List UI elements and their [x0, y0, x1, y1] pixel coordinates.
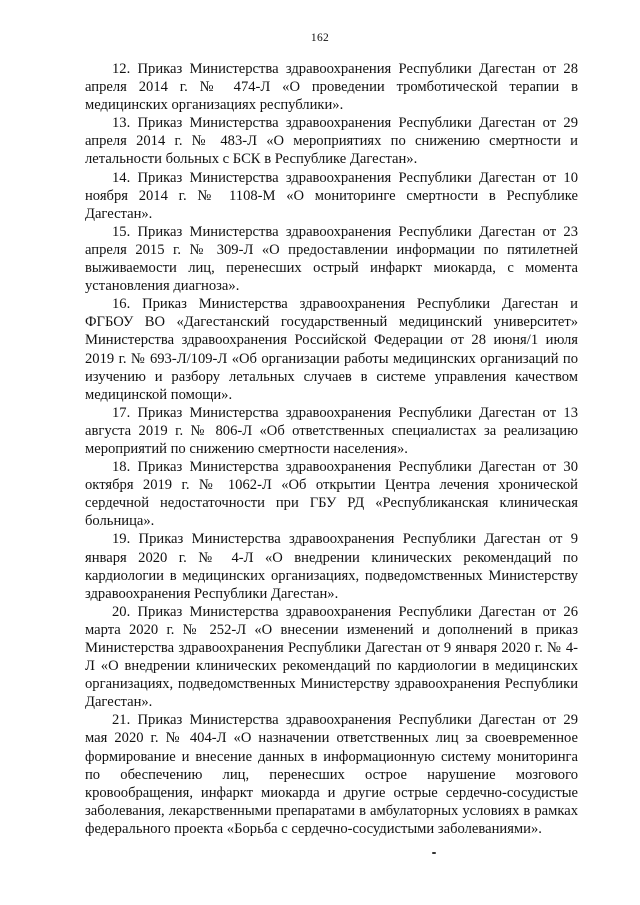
scan-speck	[432, 852, 436, 854]
list-item-12: 12. Приказ Министерства здравоохранения Республики Дагестан от 28 апреля 2014 г. № 474-Л «О проведении тромботической терапии в медицинских организациях республики».	[85, 61, 578, 114]
list-item-18: 18. Приказ Министерства здравоохранения Республики Дагестан от 30 октября 2019 г. № 1062-Л «Об открытии Центра лечения хронической сердечной недостаточности при ГБУ РД «Республиканская клиническая больница».	[85, 459, 578, 530]
list-item-14: 14. Приказ Министерства здравоохранения Республики Дагестан от 10 ноября 2014 г. № 1108-М «О мониторинге смертности в Республике Дагестан».	[85, 169, 578, 222]
list-item-21: 21. Приказ Министерства здравоохранения Республики Дагестан от 29 мая 2020 г. № 404-Л «О назначении ответственных лиц за своевременное формирование и внесение данных в информационную систему мониторинга по обеспечению лиц, перенесших острое нарушение мозгового кровообращения, инфаркт миокарда и другие острые сердечно-сосудистые заболевания, лекарственными препаратами в амбулаторных условиях в рамках федерального проекта «Борьба с сердечно-сосудистыми заболеваниями».	[85, 712, 578, 837]
page-number: 162	[310, 32, 330, 44]
list-item-13: 13. Приказ Министерства здравоохранения Республики Дагестан от 29 апреля 2014 г. № 483-Л «О мероприятиях по снижению смертности и летальности больных с БСК в Республике Дагестан».	[85, 115, 578, 168]
list-item-16: 16. Приказ Министерства здравоохранения Республики Дагестан и ФГБОУ ВО «Дагестанский государственный медицинский университет» Министерства здравоохранения Российской Федерации от 28 июня/1 июля 2019 г. № 693-Л/109-Л «Об организации работы медицинских организаций по изучению и разбору летальных случаев в системе управления качеством медицинской помощи».	[85, 296, 578, 403]
list-item-20: 20. Приказ Министерства здравоохранения Республики Дагестан от 26 марта 2020 г. № 252-Л «О внесении изменений и дополнений в приказ Министерства здравоохранения Республики Дагестан от 9 января 2020 г. № 4-Л «О внедрении клинических рекомендаций по кардиологии в медицинских организациях, подведомственных Министерству здравоохранения Республики Дагестан».	[85, 603, 578, 711]
list-item-15: 15. Приказ Министерства здравоохранения Республики Дагестан от 23 апреля 2015 г. № 309-Л «О предоставлении информации по пятилетней выживаемости лиц, перенесших острый инфаркт миокарда, с момента установления диагноза».	[85, 223, 578, 295]
list-item-17: 17. Приказ Министерства здравоохранения Республики Дагестан от 13 августа 2019 г. № 806-Л «Об ответственных специалистах за реализацию мероприятий по снижению смертности населения».	[85, 404, 578, 457]
list-item-19: 19. Приказ Министерства здравоохранения Республики Дагестан от 9 января 2020 г. № 4-Л «О внедрении клинических рекомендаций по кардиологии в медицинских организациях, подведомственных Министерству здравоохранения Республики Дагестан».	[85, 531, 578, 602]
document-body	[85, 60, 578, 838]
